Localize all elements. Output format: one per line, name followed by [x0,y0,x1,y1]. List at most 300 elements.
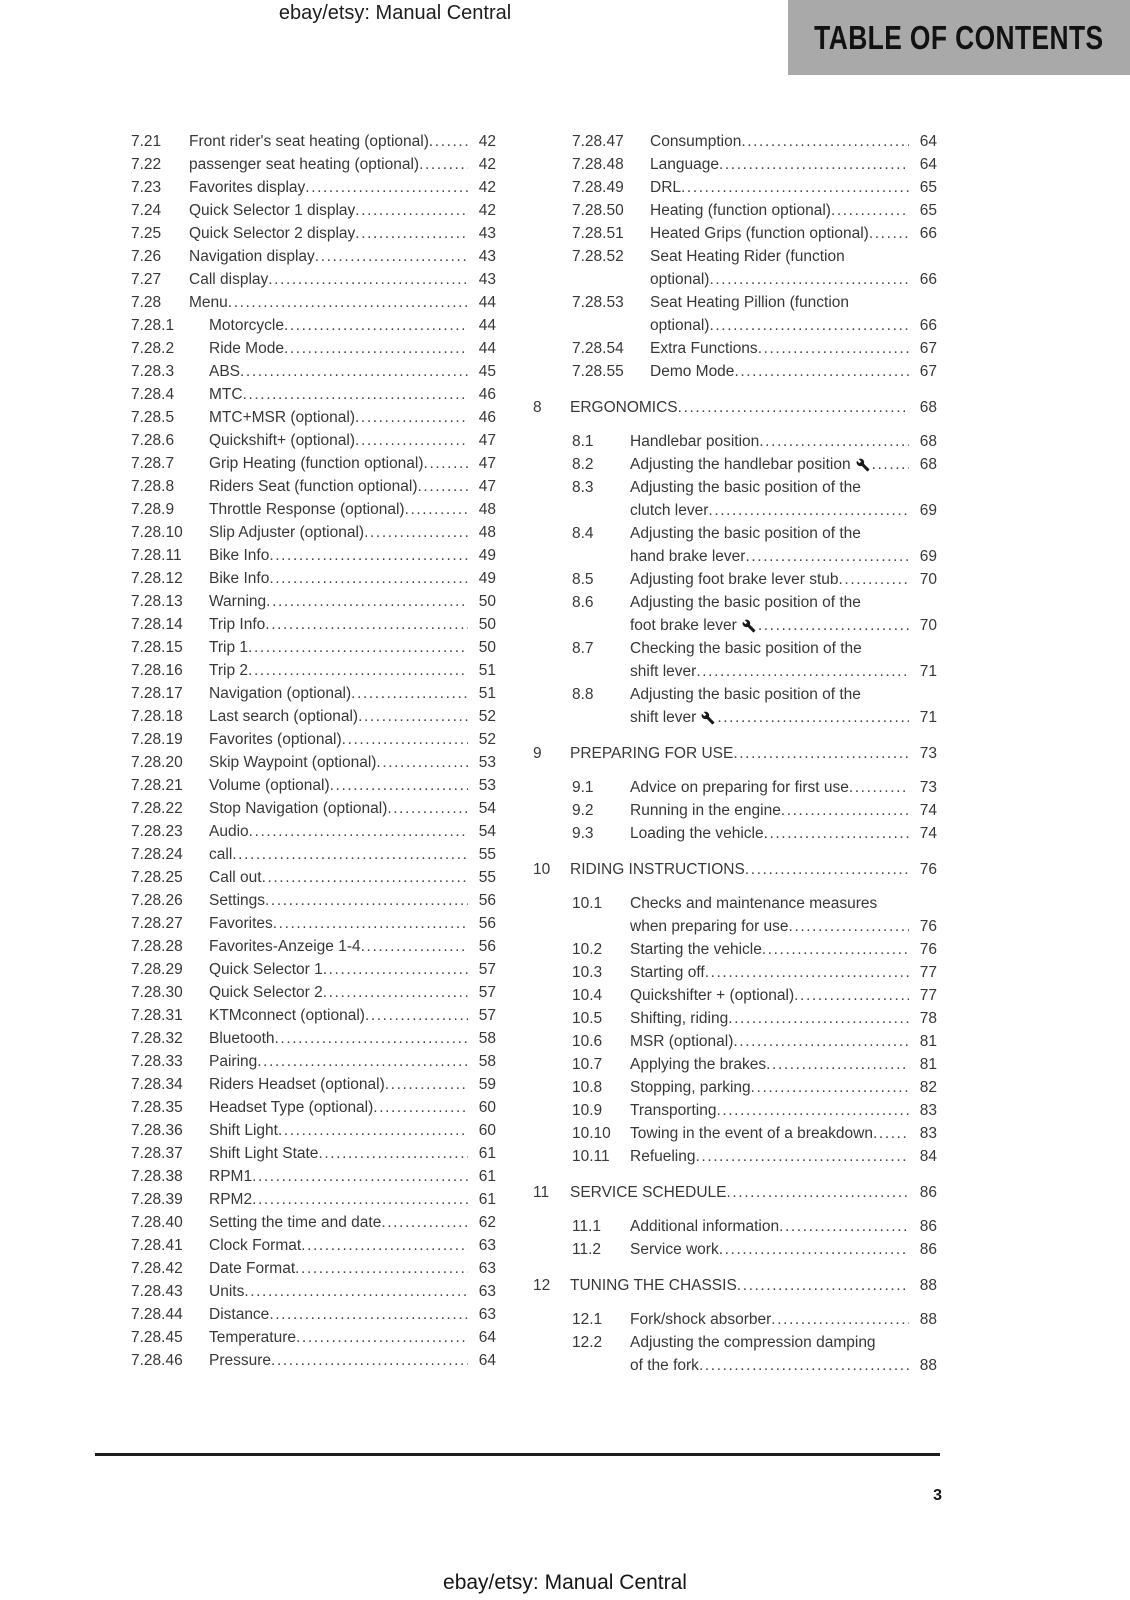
toc-leader-dots [228,291,468,314]
toc-entry-body [209,1257,496,1280]
toc-page-number: 53 [478,777,496,794]
toc-page-number: 42 [478,202,496,219]
toc-entry-title: Shift Light [209,1122,278,1139]
toc-entry-line [650,176,937,199]
toc-entry-body [209,475,496,498]
toc-row [131,521,496,544]
toc-row [131,659,496,682]
toc-page-number: 44 [478,294,496,311]
toc-leader-dots [869,222,909,245]
toc-entry-line [650,199,937,222]
toc-leader-dots [243,383,468,406]
toc-entry-line: Adjusting the compression damping [630,1334,876,1351]
toc-leader-dots [262,866,468,889]
toc-row [533,1274,937,1297]
toc-leader-dots [373,1096,468,1119]
toc-page-number: 46 [478,386,496,403]
toc-leader-dots [733,1030,909,1053]
toc-page-number: 42 [478,156,496,173]
toc-entry-body [650,153,937,176]
toc-entry-title: Fork/shock absorber [630,1311,772,1328]
toc-row [533,396,937,419]
toc-entry-title: Favorites (optional) [209,731,342,748]
toc-entry-line [209,613,496,636]
toc-leader-dots [709,268,909,291]
toc-page-number: 76 [919,861,937,878]
toc-entry-title: of the fork [630,1357,699,1374]
toc-entry-number: 7.28.45 [131,1329,183,1346]
toc-entry-title: Heated Grips (function optional) [650,225,869,242]
toc-entry-title: Last search (optional) [209,708,359,725]
toc-row [131,268,496,291]
toc-leader-dots [751,1076,909,1099]
toc-entry-body [630,1030,937,1053]
toc-page-number: 67 [919,363,937,380]
toc-row [131,314,496,337]
toc-leader-dots [696,660,909,683]
toc-entry-number: 7.28.49 [572,179,624,196]
toc-entry-body [209,1326,496,1349]
toc-entry-line [189,222,496,245]
toc-page-number: 51 [478,662,496,679]
toc-row [131,1211,496,1234]
toc-entry-line [209,866,496,889]
toc-entry-title: Clock Format [209,1237,302,1254]
toc-entry-line: Seat Heating Rider (function [650,248,845,265]
toc-page-number: 65 [919,179,937,196]
toc-entry-body [209,590,496,613]
toc-entry-number: 7.28.46 [131,1352,183,1369]
toc-entry-number: 11.1 [572,1218,602,1235]
toc-entry-line [209,889,496,912]
toc-page-number: 86 [919,1184,937,1201]
toc-row [131,429,496,452]
toc-entry-number: 7.28.28 [131,938,183,955]
toc-entry-line [209,360,496,383]
toc-leader-dots [355,406,468,429]
toc-page-number: 58 [478,1030,496,1047]
toc-entry-line [630,799,937,822]
toc-entry-number: 7.28.41 [131,1237,183,1254]
toc-entry-body [209,820,496,843]
toc-entry-body [209,1303,496,1326]
toc-row [572,476,937,522]
toc-page-number: 56 [478,938,496,955]
toc-page-number: 47 [478,455,496,472]
toc-leader-dots [265,613,468,636]
toc-leader-dots [794,984,909,1007]
toc-page-number: 50 [478,639,496,656]
toc-entry-number: 7.28.6 [131,432,175,449]
wrench-icon [856,458,870,472]
toc-entry-number: 7.28.43 [131,1283,183,1300]
toc-leader-dots [301,1234,468,1257]
toc-entry-body [209,912,496,935]
toc-row [131,774,496,797]
toc-entry-number: 7.28.33 [131,1053,183,1070]
toc-entry-title: clutch lever [630,502,709,519]
toc-entry-body [650,245,937,291]
toc-entry-number: 9.1 [572,779,594,796]
toc-entry-line [630,1076,937,1099]
toc-entry-number: 8.7 [572,640,594,657]
toc-entry-number: 7.28.8 [131,478,175,495]
toc-entry-title: Transporting [630,1102,717,1119]
toc-entry-number: 7.28.18 [131,708,183,725]
toc-entry-title: Loading the vehicle [630,825,764,842]
toc-entry-number: 7.28.9 [131,501,175,518]
toc-entry-body [630,591,937,637]
toc-entry-line [189,176,496,199]
toc-entry-number: 7.28.10 [131,524,183,541]
toc-entry-body [650,176,937,199]
toc-row [533,858,937,881]
toc-entry-number: 10.6 [572,1033,603,1050]
toc-entry-body [189,199,496,222]
toc-entry-number: 7.26 [131,248,162,265]
toc-page-number: 88 [919,1277,937,1294]
toc-entry-title: TUNING THE CHASSIS [570,1277,737,1294]
toc-row [572,199,937,222]
toc-entry-body [209,636,496,659]
toc-entry-body [630,1053,937,1076]
toc-entry-body [650,360,937,383]
toc-entry-body [209,797,496,820]
toc-leader-dots [278,1119,468,1142]
toc-leader-dots [678,396,909,419]
toc-entry-line [209,475,496,498]
toc-leader-dots [249,820,468,843]
toc-entry-title: Navigation (optional) [209,685,352,702]
toc-entry-number: 7.28.3 [131,363,175,380]
toc-entry-title: Headset Type (optional) [209,1099,374,1116]
toc-page-number: 68 [919,399,937,416]
toc-row [572,1030,937,1053]
toc-entry-line [650,337,937,360]
toc-entry-line [209,682,496,705]
toc-entry-line [630,1354,937,1377]
toc-page-number: 63 [478,1306,496,1323]
toc-entry-line [209,1326,496,1349]
toc-leader-dots [284,337,468,360]
toc-row [572,1331,937,1377]
toc-entry-line [630,938,937,961]
toc-entry-number: 7.28.20 [131,754,183,771]
toc-row [131,1096,496,1119]
toc-entry-body [209,613,496,636]
toc-leader-dots [275,1027,469,1050]
toc-leader-dots [873,1122,909,1145]
toc-entry-title: MSR (optional) [630,1033,734,1050]
toc-entry-line [570,742,937,765]
toc-entry-number: 7.28.51 [572,225,624,242]
toc-entry-line [630,1099,937,1122]
toc-page-number: 76 [919,941,937,958]
toc-leader-dots [839,568,909,591]
toc-row [572,453,937,476]
toc-page-number: 51 [478,685,496,702]
toc-entry-body [630,683,937,729]
toc-entry-line [630,706,937,729]
toc-page-number: 86 [919,1218,937,1235]
toc-entry-title: Starting off [630,964,705,981]
toc-entry-body [209,521,496,544]
toc-entry-line [209,1073,496,1096]
toc-leader-dots [733,742,909,765]
toc-page-number: 55 [478,846,496,863]
toc-entry-number: 7.28.50 [572,202,624,219]
toc-entry-body [630,892,937,938]
toc-entry-line [630,614,937,637]
toc-page-number: 44 [478,340,496,357]
toc-entry-title: Quickshifter + (optional) [630,987,795,1004]
toc-row [131,383,496,406]
toc-entry-body [189,245,496,268]
toc-entry-line [630,1122,937,1145]
toc-leader-dots [418,475,468,498]
toc-row [131,475,496,498]
toc-row [131,613,496,636]
toc-leader-dots [381,1211,468,1234]
toc-row [572,591,937,637]
toc-entry-body [630,799,937,822]
toc-entry-line [209,659,496,682]
toc-entry-number: 10.4 [572,987,603,1004]
toc-entry-body [209,958,496,981]
toc-entry-number: 10.3 [572,964,603,981]
toc-row [572,799,937,822]
toc-leader-dots [708,499,909,522]
toc-entry-title: Adjusting the handlebar position [630,456,851,473]
toc-entry-body [650,222,937,245]
toc-entry-title: SERVICE SCHEDULE [570,1184,727,1201]
toc-entry-title: Demo Mode [650,363,735,380]
toc-entry-title: Ride Mode [209,340,284,357]
header-doc-label: ebay/etsy: Manual Central [278,2,512,24]
toc-row [131,1303,496,1326]
toc-entry-title: Skip Waypoint (optional) [209,754,377,771]
toc-entry-line [209,429,496,452]
toc-entry-body [209,659,496,682]
toc-entry-body [570,858,937,881]
toc-entry-number: 7.28.27 [131,915,183,932]
toc-entry-line [209,912,496,935]
toc-entry-number: 7.28.47 [572,133,624,150]
toc-entry-title: RIDING INSTRUCTIONS [570,861,745,878]
toc-row [572,892,937,938]
toc-leader-dots [387,797,468,820]
toc-entry-body [570,396,937,419]
toc-page-number: 73 [919,779,937,796]
toc-row [572,1145,937,1168]
toc-entry-line [630,1215,937,1238]
toc-entry-title: Additional information [630,1218,780,1235]
toc-entry-body [209,1165,496,1188]
toc-row [131,153,496,176]
toc-entry-number: 8.1 [572,433,594,450]
toc-entry-line [209,590,496,613]
toc-entry-line [209,1119,496,1142]
toc-entry-number: 7.28.14 [131,616,183,633]
toc-entry-body [630,522,937,568]
toc-entry-number: 7.28.37 [131,1145,183,1162]
toc-entry-title: Stopping, parking [630,1079,751,1096]
toc-entry-line [570,858,937,881]
toc-row [572,776,937,799]
toc-entry-number: 7.28.25 [131,869,183,886]
toc-entry-line [630,499,937,522]
toc-row [572,522,937,568]
toc-entry-title: Temperature [209,1329,297,1346]
toc-entry-title: call [209,846,233,863]
toc-page-number: 60 [478,1099,496,1116]
toc-leader-dots [266,590,468,613]
toc-row [131,291,496,314]
toc-entry-number: 7.28.26 [131,892,183,909]
toc-row [131,1326,496,1349]
toc-entry-line [630,453,937,476]
toc-entry-number: 7.28.1 [131,317,175,334]
toc-entry-body [630,1238,937,1261]
toc-entry-line [630,915,937,938]
toc-entry-number: 7.28.54 [572,340,624,357]
toc-row [131,590,496,613]
toc-entry-title: Volume (optional) [209,777,330,794]
toc-leader-dots [728,1007,909,1030]
toc-page-number: 43 [478,248,496,265]
toc-entry-title: Navigation display [189,248,315,265]
toc-entry-title: Extra Functions [650,340,758,357]
toc-page-number: 67 [919,340,937,357]
toc-page-number: 78 [919,1010,937,1027]
toc-row [572,337,937,360]
toc-leader-dots [726,1181,909,1204]
toc-page-number: 54 [478,800,496,817]
toc-row [131,498,496,521]
toc-row [131,751,496,774]
toc-entry-body [189,268,496,291]
toc-entry-title: Quick Selector 1 [209,961,323,978]
toc-row [572,360,937,383]
toc-leader-dots [351,682,468,705]
toc-leader-dots [429,130,468,153]
toc-entry-number: 10.1 [572,895,603,912]
toc-row [572,1007,937,1030]
toc-entry-body [630,1076,937,1099]
toc-entry-line [209,521,496,544]
toc-page-number: 69 [919,502,937,519]
toc-leader-dots [323,958,468,981]
toc-entry-line [650,268,937,291]
toc-entry-line [630,430,937,453]
toc-entry-title: Towing in the event of a breakdown [630,1125,873,1142]
toc-leader-dots [719,1238,909,1261]
toc-leader-dots [759,430,909,453]
toc-entry-body [189,222,496,245]
toc-entry-title: shift lever [630,663,697,680]
toc-entry-body [209,682,496,705]
toc-leader-dots [745,858,909,881]
toc-row [131,222,496,245]
toc-entry-line [189,153,496,176]
toc-row [131,866,496,889]
toc-row [131,1188,496,1211]
toc-row [131,935,496,958]
toc-leader-dots [240,360,468,383]
toc-row [572,961,937,984]
toc-entry-line [209,1050,496,1073]
toc-entry-number: 10.7 [572,1056,603,1073]
toc-page-number: 50 [478,616,496,633]
toc-entry-body [209,429,496,452]
toc-entry-number: 7.28.17 [131,685,183,702]
toc-entry-line [630,545,937,568]
toc-row [131,452,496,475]
toc-entry-number: 10.11 [572,1148,610,1165]
toc-entry-body [630,776,937,799]
toc-entry-line [630,1007,937,1030]
toc-entry-body [209,314,496,337]
toc-entry-number: 7.28.55 [572,363,624,380]
toc-entry-number: 7.28.22 [131,800,183,817]
toc-entry-number: 7.28.30 [131,984,183,1001]
toc-entry-body [209,774,496,797]
toc-entry-body [650,130,937,153]
toc-entry-title: Handlebar position [630,433,760,450]
toc-row [131,406,496,429]
toc-entry-body [209,1027,496,1050]
toc-entry-body [209,360,496,383]
toc-leader-dots [762,938,909,961]
toc-row [131,245,496,268]
toc-entry-body [650,337,937,360]
toc-page-number: 63 [478,1260,496,1277]
toc-entry-line [630,822,937,845]
toc-entry-body [630,961,937,984]
toc-page-number: 46 [478,409,496,426]
toc-page-number: 74 [919,802,937,819]
toc-entry-title: RPM2 [209,1191,253,1208]
toc-leader-dots [342,728,468,751]
toc-leader-dots [764,822,909,845]
toc-entry-line [209,406,496,429]
footer-doc-label: ebay/etsy: Manual Central [443,1571,687,1594]
toc-entry-body [189,130,496,153]
toc-entry-line [209,567,496,590]
toc-entry-line [570,396,937,419]
toc-entry-title: Quick Selector 1 display [189,202,356,219]
toc-leader-dots [709,314,909,337]
wrench-icon [742,619,756,633]
toc-entry-line [209,1096,496,1119]
toc-leader-dots [872,453,909,476]
toc-entry-body [630,1331,937,1377]
toc-row [131,682,496,705]
toc-leader-dots [831,199,909,222]
toc-row [131,1280,496,1303]
toc-row [572,245,937,291]
toc-entry-body [630,430,937,453]
toc-page-number: 68 [919,456,937,473]
toc-entry-title: Trip 2 [209,662,249,679]
toc-page-number: 43 [478,225,496,242]
toc-row [131,130,496,153]
toc-page-number: 60 [478,1122,496,1139]
toc-entry-body [209,1142,496,1165]
toc-row [131,958,496,981]
toc-entry-line [209,314,496,337]
toc-leader-dots [318,1142,468,1165]
